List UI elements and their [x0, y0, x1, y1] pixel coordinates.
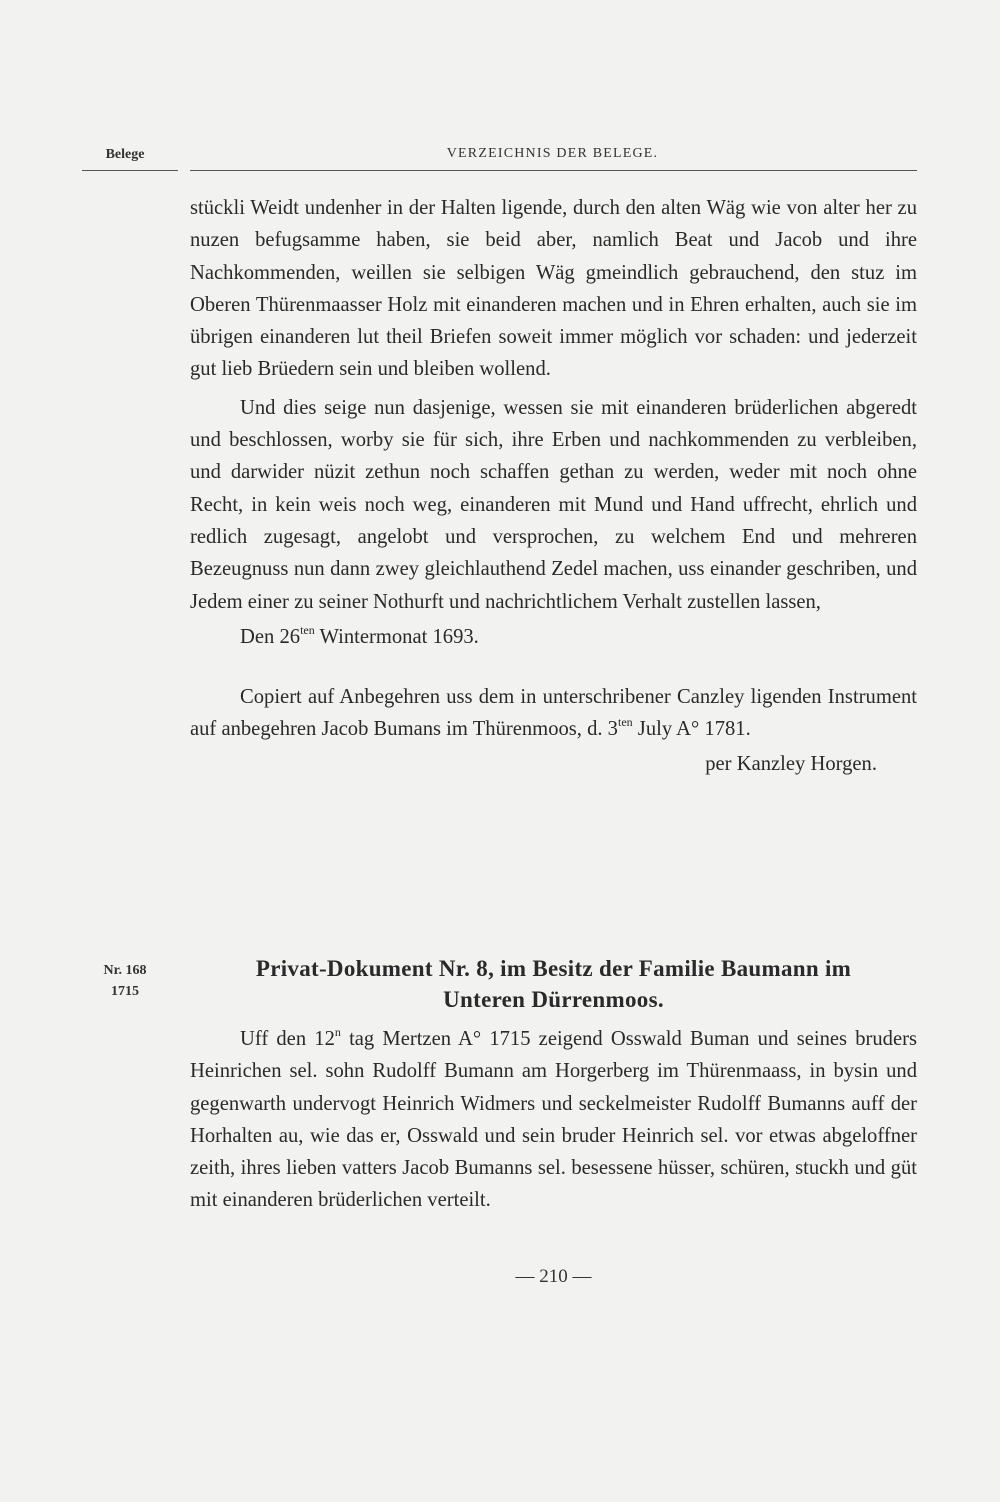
- document-body-continued: [190, 192, 917, 780]
- header-rule: [190, 170, 917, 171]
- copy-note-superscript: ten: [617, 715, 633, 730]
- entry-marker: [82, 960, 168, 1002]
- entry-heading-line1: Privat-Dokument Nr. 8, im Besitz der Familie Baumann im: [255, 956, 852, 981]
- margin-rule: [82, 170, 178, 171]
- running-header-title: VERZEICHNIS DER BELEGE.: [446, 146, 659, 161]
- date-text: Den 26: [240, 625, 301, 648]
- entry-heading-line2: Unteren Dürrenmoos.: [443, 987, 664, 1012]
- entry-superscript: n: [334, 1025, 341, 1039]
- entry-paragraph: [190, 1023, 917, 1217]
- page-number: — 210 —: [515, 1266, 592, 1287]
- date-line: [190, 621, 917, 653]
- paragraph-continued: stückli Weidt undenher in der Halten ligende, durch den alten Wäg wie von alter her zu nuzen befugsamme haben, sie beid aber, namlich Beat und Jacob und ihre Nachkommenden, weillen sie selbigen Wäg gmeindlich gebrauchend, den stuz im Oberen Thürenmaasser Holz mit einanderen machen und in Ehren erhalten, auch sie im übrigen einanderen lut theil Briefen soweit immer möglich vor schaden: und jederzeit gut lieb Brüedern sein und bleiben wollend.: [190, 197, 917, 381]
- date-text-rest: Wintermonat 1693.: [314, 625, 479, 648]
- entry-year: 1715: [111, 984, 139, 999]
- entry-text-rest: tag Mertzen A° 1715 zeigend Osswald Buman und seines bruders Heinrichen sel. sohn Rudolff Bumann am Horgerberg im Thürenmaass, in bysin und gegenwarth undervogt Heinrich Widmers und seckelmeister Rudolff Bumanns auff der Horhalten au, wie das er, Osswald und sein bruder Heinrich sel. vor etwas abgeloffner zeith, ihres lieben vatters Jacob Bumanns sel. besessene hüsser, schüren, stuckh und güt mit einanderen brüderlichen verteilt.: [190, 1028, 917, 1212]
- paragraph-agreement: Und dies seige nun dasjenige, wessen sie mit einanderen brüderlichen abgeredt und beschlossen, worby sie für sich, ihre Erben und nachkommenden zu verbleiben, und darwider nüzit zethun noch schaffen gethan zu werden, weder mit noch ohne Recht, in kein weis noch weg, einanderen mit Mund und Hand uffrecht, ehrlich und redlich zugesagt, angelobt und versprochen, zu welchem End und mehreren Bezeugnuss nun dann zwey gleichlauthend Zedel machen, uss einander geschriben, und Jedem einer zu seiner Nothurft und nachrichtlichem Verhalt zustellen lassen,: [190, 396, 917, 613]
- copy-note: [190, 681, 917, 746]
- copy-note-text: Copiert auf Anbegehren uss dem in unterschribener Canzley ligenden Instrument auf anbegehren Jacob Bumans im Thürenmoos, d. 3: [190, 686, 917, 741]
- copy-note-text-rest: July A° 1781.: [632, 718, 751, 741]
- entry-heading: [190, 953, 917, 1015]
- entry-number: Nr. 168: [103, 963, 147, 978]
- date-superscript: ten: [300, 622, 315, 637]
- entry-body: [190, 1023, 917, 1217]
- entry-text: Uff den 12: [240, 1028, 335, 1050]
- signature-line: per Kanzley Horgen.: [705, 752, 877, 775]
- margin-label-belege: Belege: [105, 147, 145, 162]
